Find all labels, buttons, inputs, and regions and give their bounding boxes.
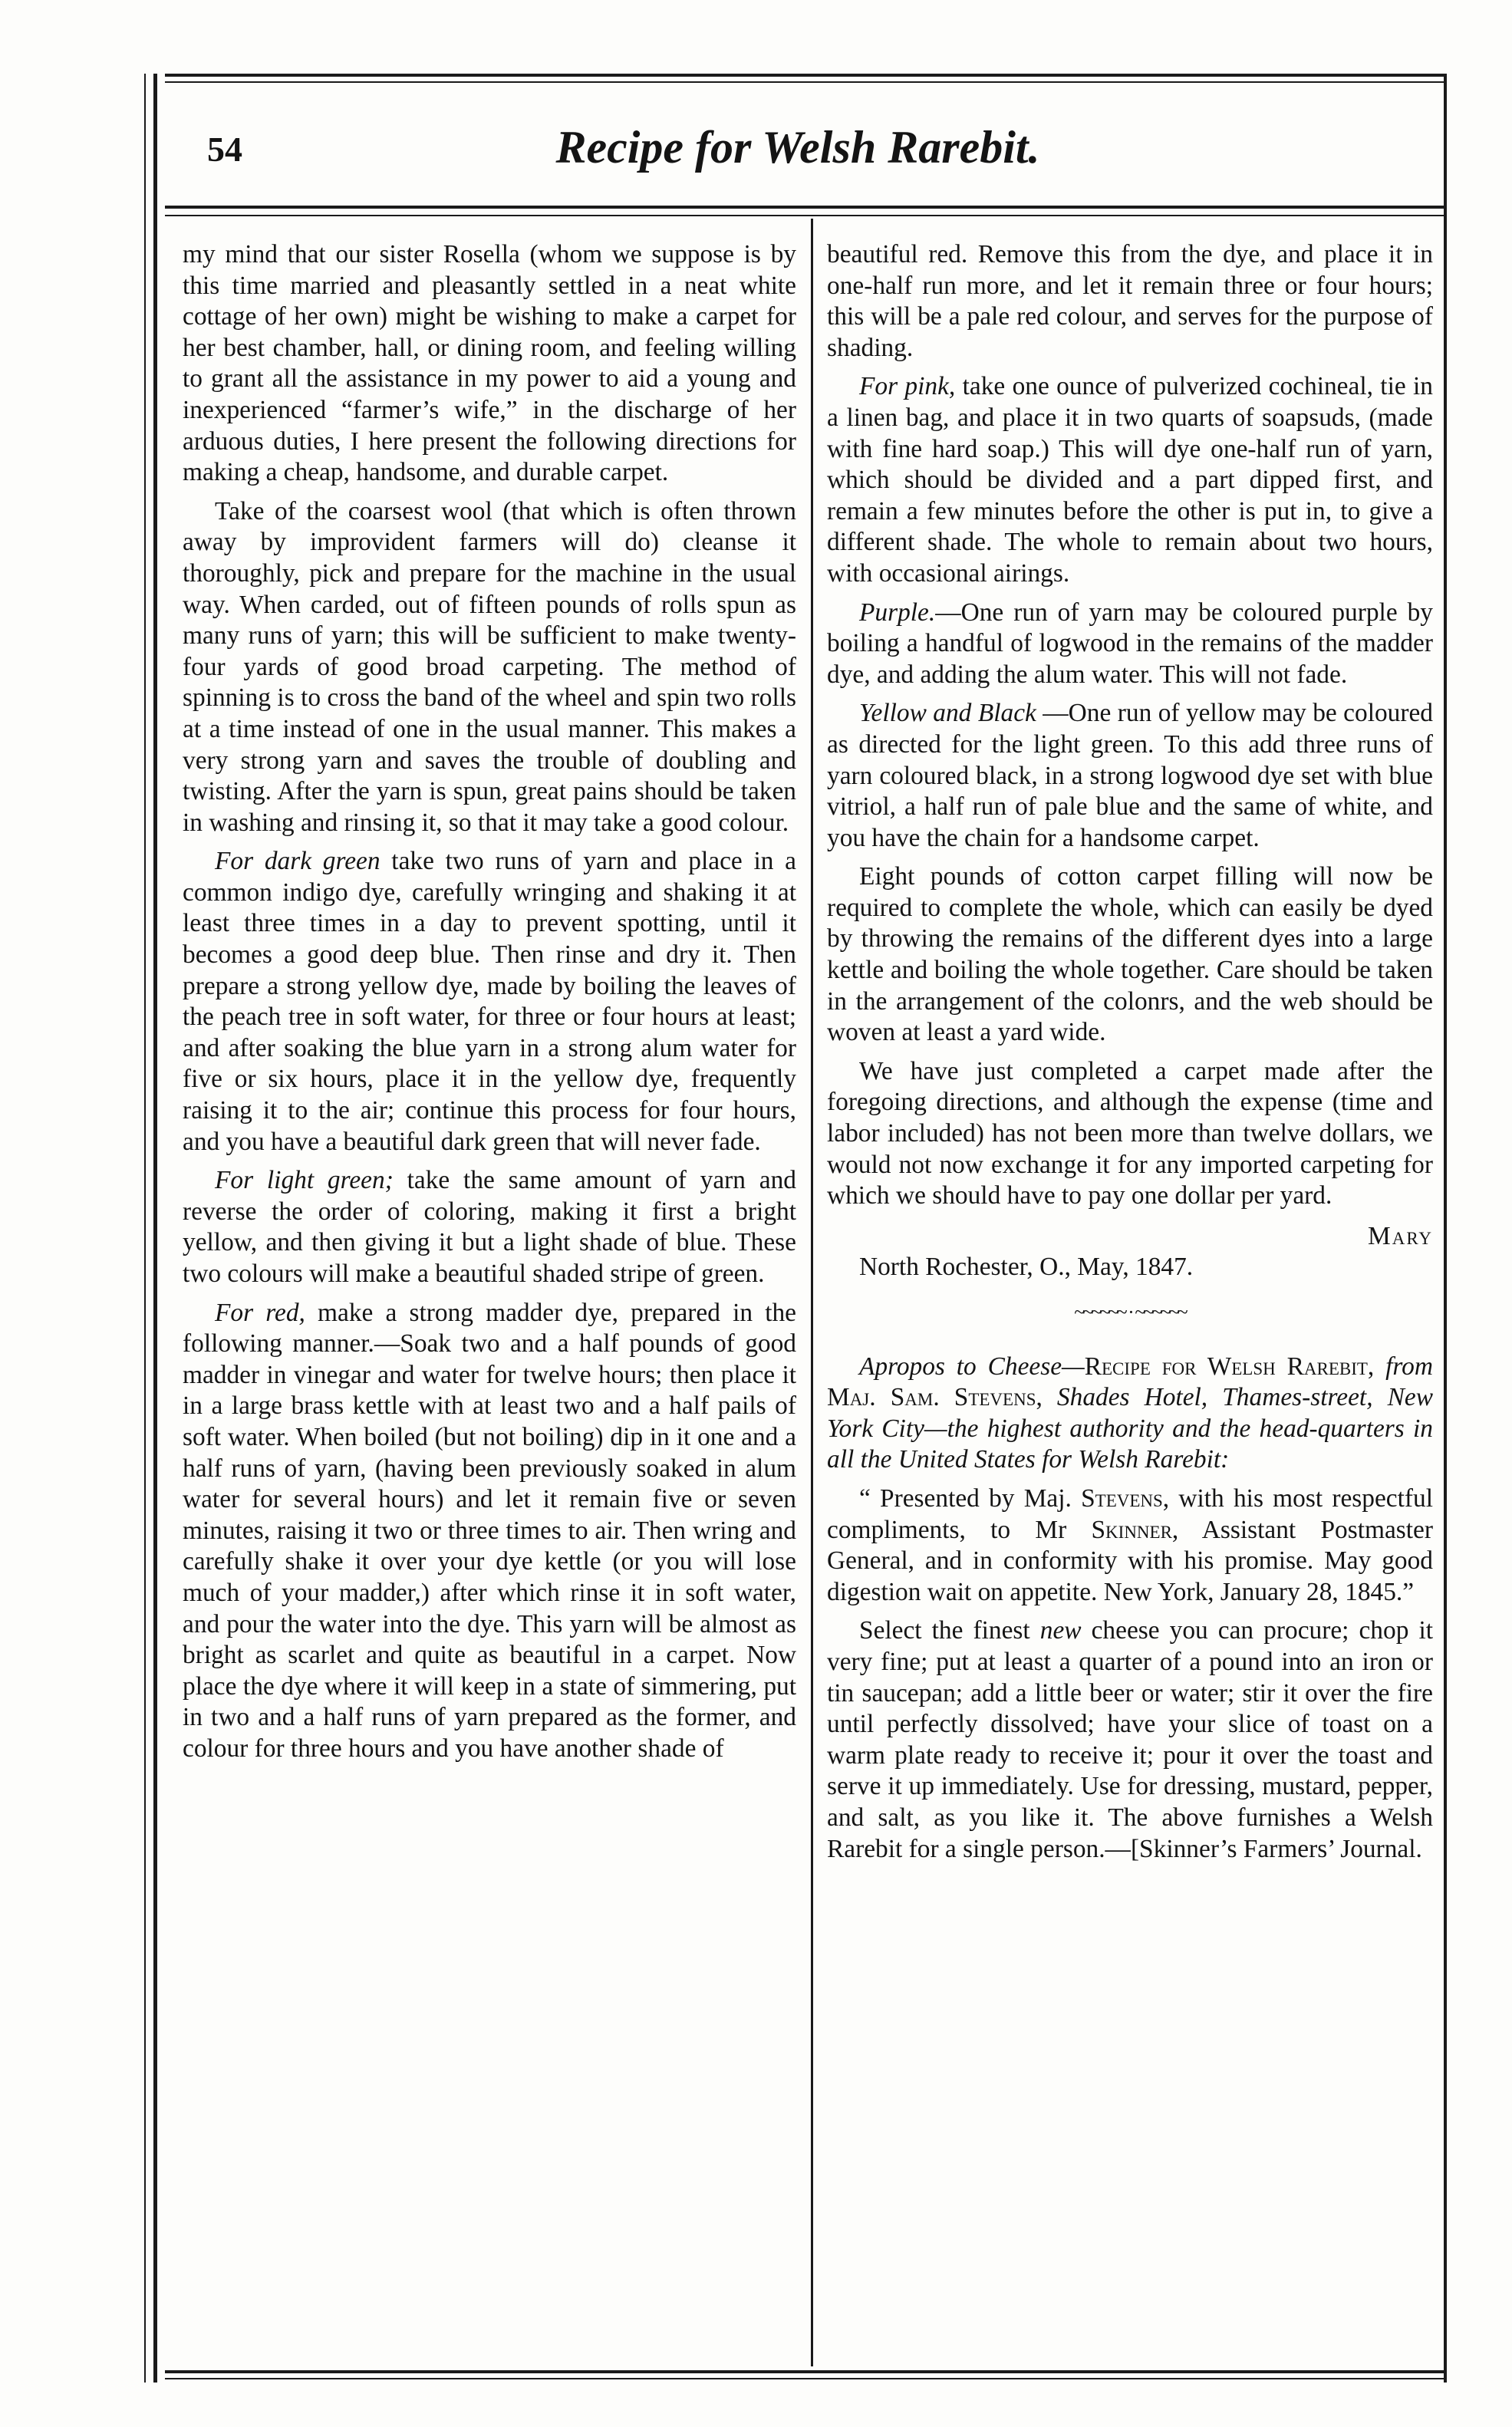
dateline: North Rochester, O., May, 1847. xyxy=(859,1253,1194,1282)
recipe-title: Recipe for Welsh Rarebit, xyxy=(1084,1352,1375,1381)
dye-heading: Purple. xyxy=(859,598,936,627)
dye-heading: Yellow and Black xyxy=(859,699,1036,728)
quote-open: “ Presented by Maj. xyxy=(859,1484,1082,1513)
paragraph xyxy=(827,371,1433,589)
paragraph: beautiful red. Remove this from the dye, and place it in one-half run more, and let it remain three or four hours; this will be a pale red colour, and serves for the purpose of shading. xyxy=(827,240,1433,362)
paragraph-text: take two runs of yarn and place in a common indigo dye, carefully wringing and shaking it at least three times in a day to prevent spotting, until it becomes a good deep blue. Then rinse and dry it. Then prepare a strong yellow dye, made by boiling the leaves of the peach tree in soft water, for three or four hours at least; and after soaking the blue yarn in a strong alum water for five or six hours, place it in the yellow dye, frequently raising it to the air; continue this process for four hours, and you have a beautiful dark green that will never fade. xyxy=(183,847,796,1156)
header-rule xyxy=(165,206,1446,209)
quote-end: Assistant Postmaster General, and in conformity with his promise. May good digestion wait on appetite. New York, January 28, 1845.” xyxy=(827,1515,1433,1606)
recipe-paragraph xyxy=(827,1615,1433,1865)
top-border-rule xyxy=(165,74,1446,77)
intro-dash: — xyxy=(1062,1352,1085,1381)
running-title: Recipe for Welsh Rarebit. xyxy=(555,122,1040,173)
page-number: 54 xyxy=(207,130,242,169)
right-border-rule xyxy=(1444,74,1447,2383)
intro-rest: Shades Hotel, Thames-street, New York City—the highest authority and the head-quarters in all the United States for Welsh Rarebit: xyxy=(827,1383,1433,1474)
column-divider xyxy=(811,219,813,2366)
quote-middle: with his most respectful compliments, to Mr xyxy=(827,1484,1433,1544)
bottom-border-hairline xyxy=(165,2378,1446,2379)
recipe-text: Select the finest xyxy=(859,1616,1040,1645)
intro-from: from xyxy=(1374,1352,1433,1381)
paragraph xyxy=(183,846,796,1158)
paragraph xyxy=(827,698,1433,854)
dedication-quote xyxy=(827,1484,1433,1608)
header-hairline xyxy=(165,215,1446,216)
left-border-rule xyxy=(153,74,157,2383)
top-border-hairline xyxy=(165,81,1446,83)
quote-name-skinner: Skinner, xyxy=(1091,1515,1179,1544)
dye-heading: For pink, xyxy=(859,372,956,401)
paragraph: We have just completed a carpet made after the foregoing directions, and although the expense (time and labor included) has not been more than twelve dollars, we would not now exchange it for any imported carpeting for which we should have to pay one dollar per yard. xyxy=(827,1056,1433,1210)
paragraph xyxy=(827,598,1433,691)
section-ornament: ~~~~~~ · ~~~~~~ xyxy=(1074,1301,1186,1323)
right-column xyxy=(827,239,1433,1872)
paragraph: Eight pounds of cotton carpet filling will now be required to complete the whole, which can easily be dyed by throwing the remains of the different dyes into a large kettle and boiling the whole together. Care should be taken in the arrangement of the colonrs, and the web should be woven at least a yard wide. xyxy=(827,862,1433,1047)
paragraph: Take of the coarsest wool (that which is often thrown away by improvident farmers will do) cleanse it thoroughly, pick and prepare for the machine in the usual way. When carded, out of fifteen pounds of rolls spun as many runs of yarn; this will be sufficient to make twenty-four yards of good broad carpeting. The method of spinning is to cross the band of the wheel and spin two rolls at a time instead of one in the usual manner. This makes a very strong yarn and saves the trouble of doubling and twisting. After the yarn is spun, great pains should be taken in washing and rinsing it, so that it may take a good colour. xyxy=(183,496,796,837)
recipe-emphasis: new xyxy=(1039,1616,1082,1645)
paragraph-text: make a strong madder dye, prepared in the following manner.—Soak two and a half pounds of good madder in vinegar and water for twelve hours; then place it in a large brass kettle with at least two and a half pails of soft water. When boiled (but not boiling) dip in it one and a half runs of yarn, (having been previously soaked in alum water for several hours) and let it remain five or seven minutes, raising it two or three times to air. Then wring and carefully shake it over your dye kettle (or you will lose much of your madder,) after which rinse it in soft water, and pour the water into the dye. This yarn will be almost as bright as scarlet and quite as beautiful in a carpet. Now place the dye where it will keep in a state of simmering, put in two and a half runs of yarn prepared as the former, and colour for three hours and you have another shade of xyxy=(183,1298,796,1763)
author-signature: Mary xyxy=(1368,1221,1433,1250)
paragraph-text: take one ounce of pulverized cochineal, tie in a linen bag, and place it in two quarts of soapsuds, (made with fine hard soap.) This will dye one-half run of yarn, which should be divided and a part dipped first, and remain a few minutes before the other is put in, to give a different shade. The whole to remain about two hours, with occasional airings. xyxy=(827,372,1433,588)
intro-lead: Apropos to Cheese xyxy=(859,1352,1062,1381)
paragraph: my mind that our sister Rosella (whom we suppose is by this time married and pleasantly settled in a neat white cottage of her own) might be wishing to make a carpet for her best chamber, hall, or dining room, and feeling willing to grant all the assistance in my power to aid a young and inexperienced “farmer’s wife,” in the discharge of her arduous duties, I here present the following directions for making a cheap, handsome, and durable carpet. xyxy=(183,240,796,487)
paragraph-text: —One run of yellow may be coloured as directed for the light green. To this add three runs of yarn coloured black, in a strong logwood dye set with blue vitriol, a half run of pale blue and the same of white, and you have the chain for a handsome carpet. xyxy=(827,699,1434,852)
article-intro xyxy=(827,1352,1433,1476)
left-column xyxy=(183,239,796,1773)
paragraph xyxy=(183,1298,796,1765)
bottom-border-rule xyxy=(165,2370,1446,2373)
paragraph xyxy=(183,1165,796,1289)
recipe-text: cheese you can procure; chop it very fine; put at least a quarter of a pound into an iron or tin saucepan; add a little beer or water; stir it over the fire until perfectly dissolved; have your slice of toast on a warm plate ready to receive it; pour it over the toast and serve it up immediately. Use for dressing, mustard, pepper, and salt, as you like it. The above furnishes a Welsh Rarebit for a single person.—[Skinner’s Farmers’ Journal. xyxy=(827,1616,1433,1863)
paragraph-text: take the same amount of yarn and reverse the order of coloring, making it first a bright yellow, and then giving it but a light shade of blue. These two colours will make a beautiful shaded stripe of green. xyxy=(183,1166,796,1288)
dye-heading: For red, xyxy=(215,1298,305,1327)
author-name: Maj. Sam. Stevens, xyxy=(827,1383,1043,1412)
left-border-hairline xyxy=(144,74,146,2383)
quote-name-stevens: Stevens, xyxy=(1081,1484,1170,1513)
paragraph-text: —One run of yarn may be coloured purple by boiling a handful of logwood in the remains of the madder dye, and adding the alum water. This will not fade. xyxy=(827,598,1433,689)
dye-heading: For light green; xyxy=(215,1166,394,1195)
dye-heading: For dark green xyxy=(215,847,380,876)
